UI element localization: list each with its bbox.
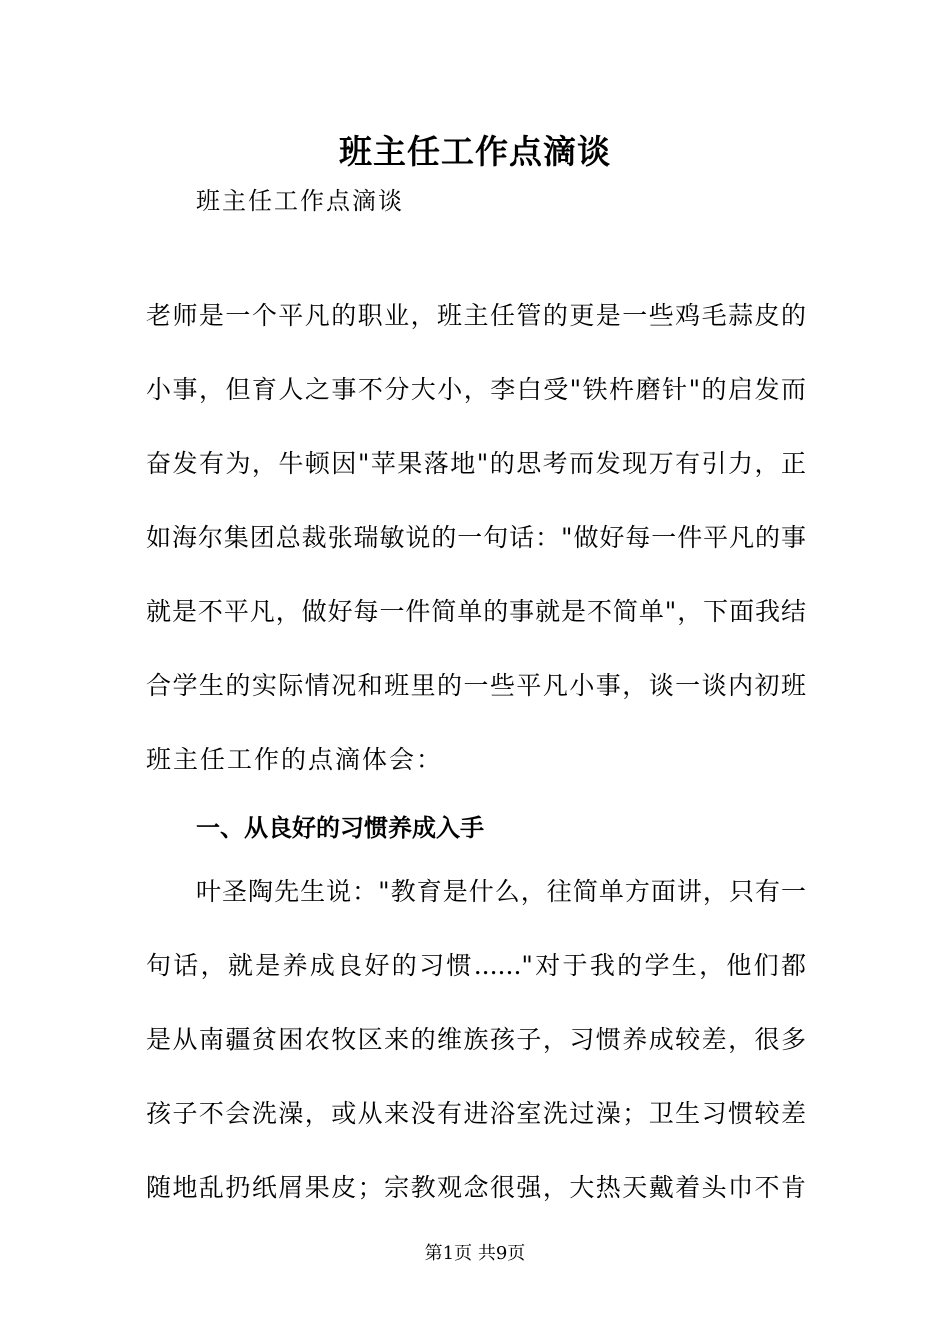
document-subtitle: 班主任工作点滴谈 — [196, 187, 404, 215]
paragraph-line: 合学生的实际情况和班里的一些平凡小事，谈一谈内初班 — [146, 671, 806, 700]
paragraph-line: 就是不平凡，做好每一件简单的事就是不简单"，下面我结 — [146, 597, 806, 626]
paragraph-line: 是从南疆贫困农牧区来的维族孩子，习惯养成较差，很多 — [146, 1025, 806, 1054]
paragraph-line: 如海尔集团总裁张瑞敏说的一句话："做好每一件平凡的事 — [146, 523, 806, 552]
paragraph-line: 班主任工作的点滴体会： — [146, 745, 444, 774]
paragraph-line: 奋发有为，牛顿因"苹果落地"的思考而发现万有引力，正 — [146, 449, 806, 478]
paragraph-line: 小事，但育人之事不分大小，李白受"铁杵磨针"的启发而 — [146, 375, 806, 404]
paragraph-line: 老师是一个平凡的职业，班主任管的更是一些鸡毛蒜皮的 — [146, 301, 806, 330]
page-number-footer: 第1页 共9页 — [424, 1243, 526, 1264]
paragraph-line: 叶圣陶先生说："教育是什么，往简单方面讲，只有一 — [196, 877, 806, 906]
paragraph-line: 句话，就是养成良好的习惯......"对于我的学生，他们都 — [146, 951, 806, 980]
paragraph-line: 孩子不会洗澡，或从来没有进浴室洗过澡；卫生习惯较差 — [146, 1099, 806, 1128]
paragraph-line: 随地乱扔纸屑果皮；宗教观念很强，大热天戴着头巾不肯 — [146, 1173, 806, 1202]
section-heading: 一、从良好的习惯养成入手 — [196, 814, 484, 842]
document-title: 班主任工作点滴谈 — [339, 132, 611, 171]
